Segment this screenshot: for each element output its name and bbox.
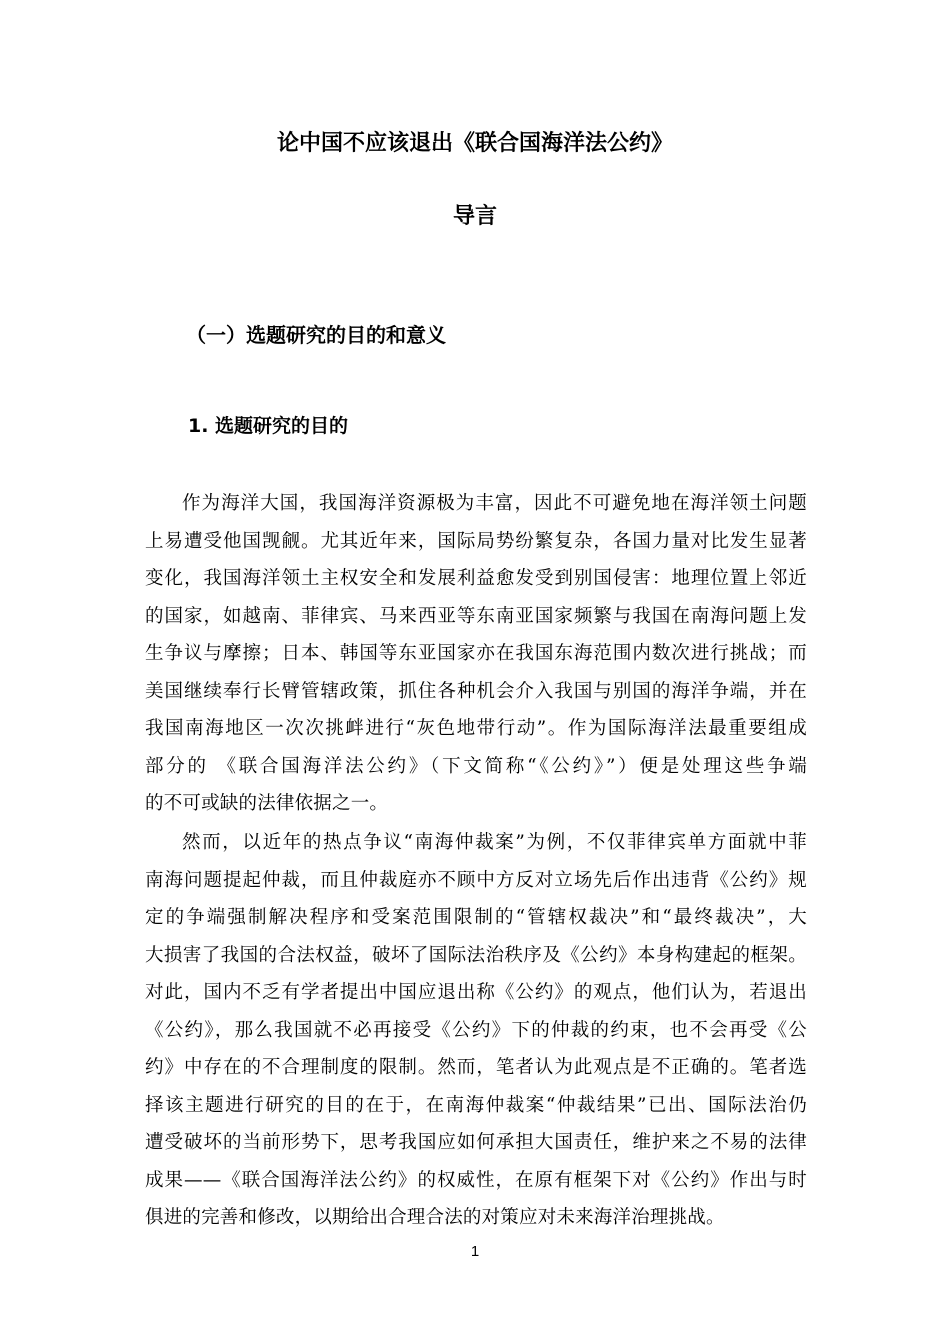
paragraph-line: 《公约》，那么我国就不必再接受《公约》下的仲裁的约束，也不会再受《公 <box>145 1019 807 1041</box>
paragraph-line: 上易遭受他国觊觎。尤其近年来，国际局势纷繁复杂，各国力量对比发生显著 <box>145 530 807 552</box>
paragraph-line: 对此，国内不乏有学者提出中国应退出称《公约》的观点，他们认为，若退出 <box>145 982 807 1003</box>
paragraph-line: 的不可或缺的法律依据之一。 <box>145 793 389 814</box>
paragraph-line: 我国南海地区一次次挑衅进行“灰色地带行动”。作为国际海洋法最重要组成 <box>145 718 807 739</box>
paragraph-line: 然而，以近年的热点争议“南海仲裁案”为例，不仅菲律宾单方面就中菲 <box>182 832 807 853</box>
paragraph-line: 俱进的完善和修改，以期给出合理合法的对策应对未来海洋治理挑战。 <box>145 1207 725 1228</box>
paragraph-1 <box>145 485 807 823</box>
paragraph-line: 定的争端强制解决程序和受案范围限制的“管辖权裁决”和“最终裁决”，大 <box>145 907 807 928</box>
paragraph-line: 美国继续奉行长臂管辖政策，抓住各种机会介入我国与别国的海洋争端，并在 <box>145 680 807 702</box>
page-number: 1 <box>470 1243 480 1260</box>
paragraph-line: 南海问题提起仲裁，而且仲裁庭亦不顾中方反对立场先后作出违背《公约》规 <box>145 869 807 891</box>
paragraph-line: 作为海洋大国，我国海洋资源极为丰富，因此不可避免地在海洋领土问题 <box>182 493 807 514</box>
section-title: 导言 <box>452 204 497 229</box>
paragraph-line: 生争议与摩擦；日本、韩国等东亚国家亦在我国东海范围内数次进行挑战；而 <box>145 643 807 664</box>
paragraph-line: 择该主题进行研究的目的在于，在南海仲裁案“仲裁结果”已出、国际法治仍 <box>145 1094 807 1116</box>
paragraph-line: 约》中存在的不合理制度的限制。然而，笔者认为此观点是不正确的。笔者选 <box>145 1057 807 1078</box>
paragraph-line: 部分的 《联合国海洋法公约》（下文简称“《公约》”）便是处理这些争端 <box>145 755 807 777</box>
paragraph-line: 的国家，如越南、菲律宾、马来西亚等东南亚国家频繁与我国在南海问题上发 <box>145 605 807 627</box>
paragraph-2 <box>145 824 807 1237</box>
paragraph-line: 遭受破坏的当前形势下，思考我国应如何承担大国责任，维护来之不易的法律 <box>145 1132 807 1153</box>
heading-level-2: 1. 选题研究的目的 <box>188 415 349 437</box>
heading-level-1: （一）选题研究的目的和意义 <box>186 323 446 347</box>
paragraph-line: 成果——《联合国海洋法公约》的权威性，在原有框架下对《公约》作出与时 <box>145 1169 807 1191</box>
paragraph-line: 大损害了我国的合法权益，破坏了国际法治秩序及《公约》本身构建起的框架。 <box>145 944 807 966</box>
document-title: 论中国不应该退出《联合国海洋法公约》 <box>276 131 673 156</box>
paragraph-line: 变化，我国海洋领土主权安全和发展利益愈发受到别国侵害：地理位置上邻近 <box>145 568 807 589</box>
